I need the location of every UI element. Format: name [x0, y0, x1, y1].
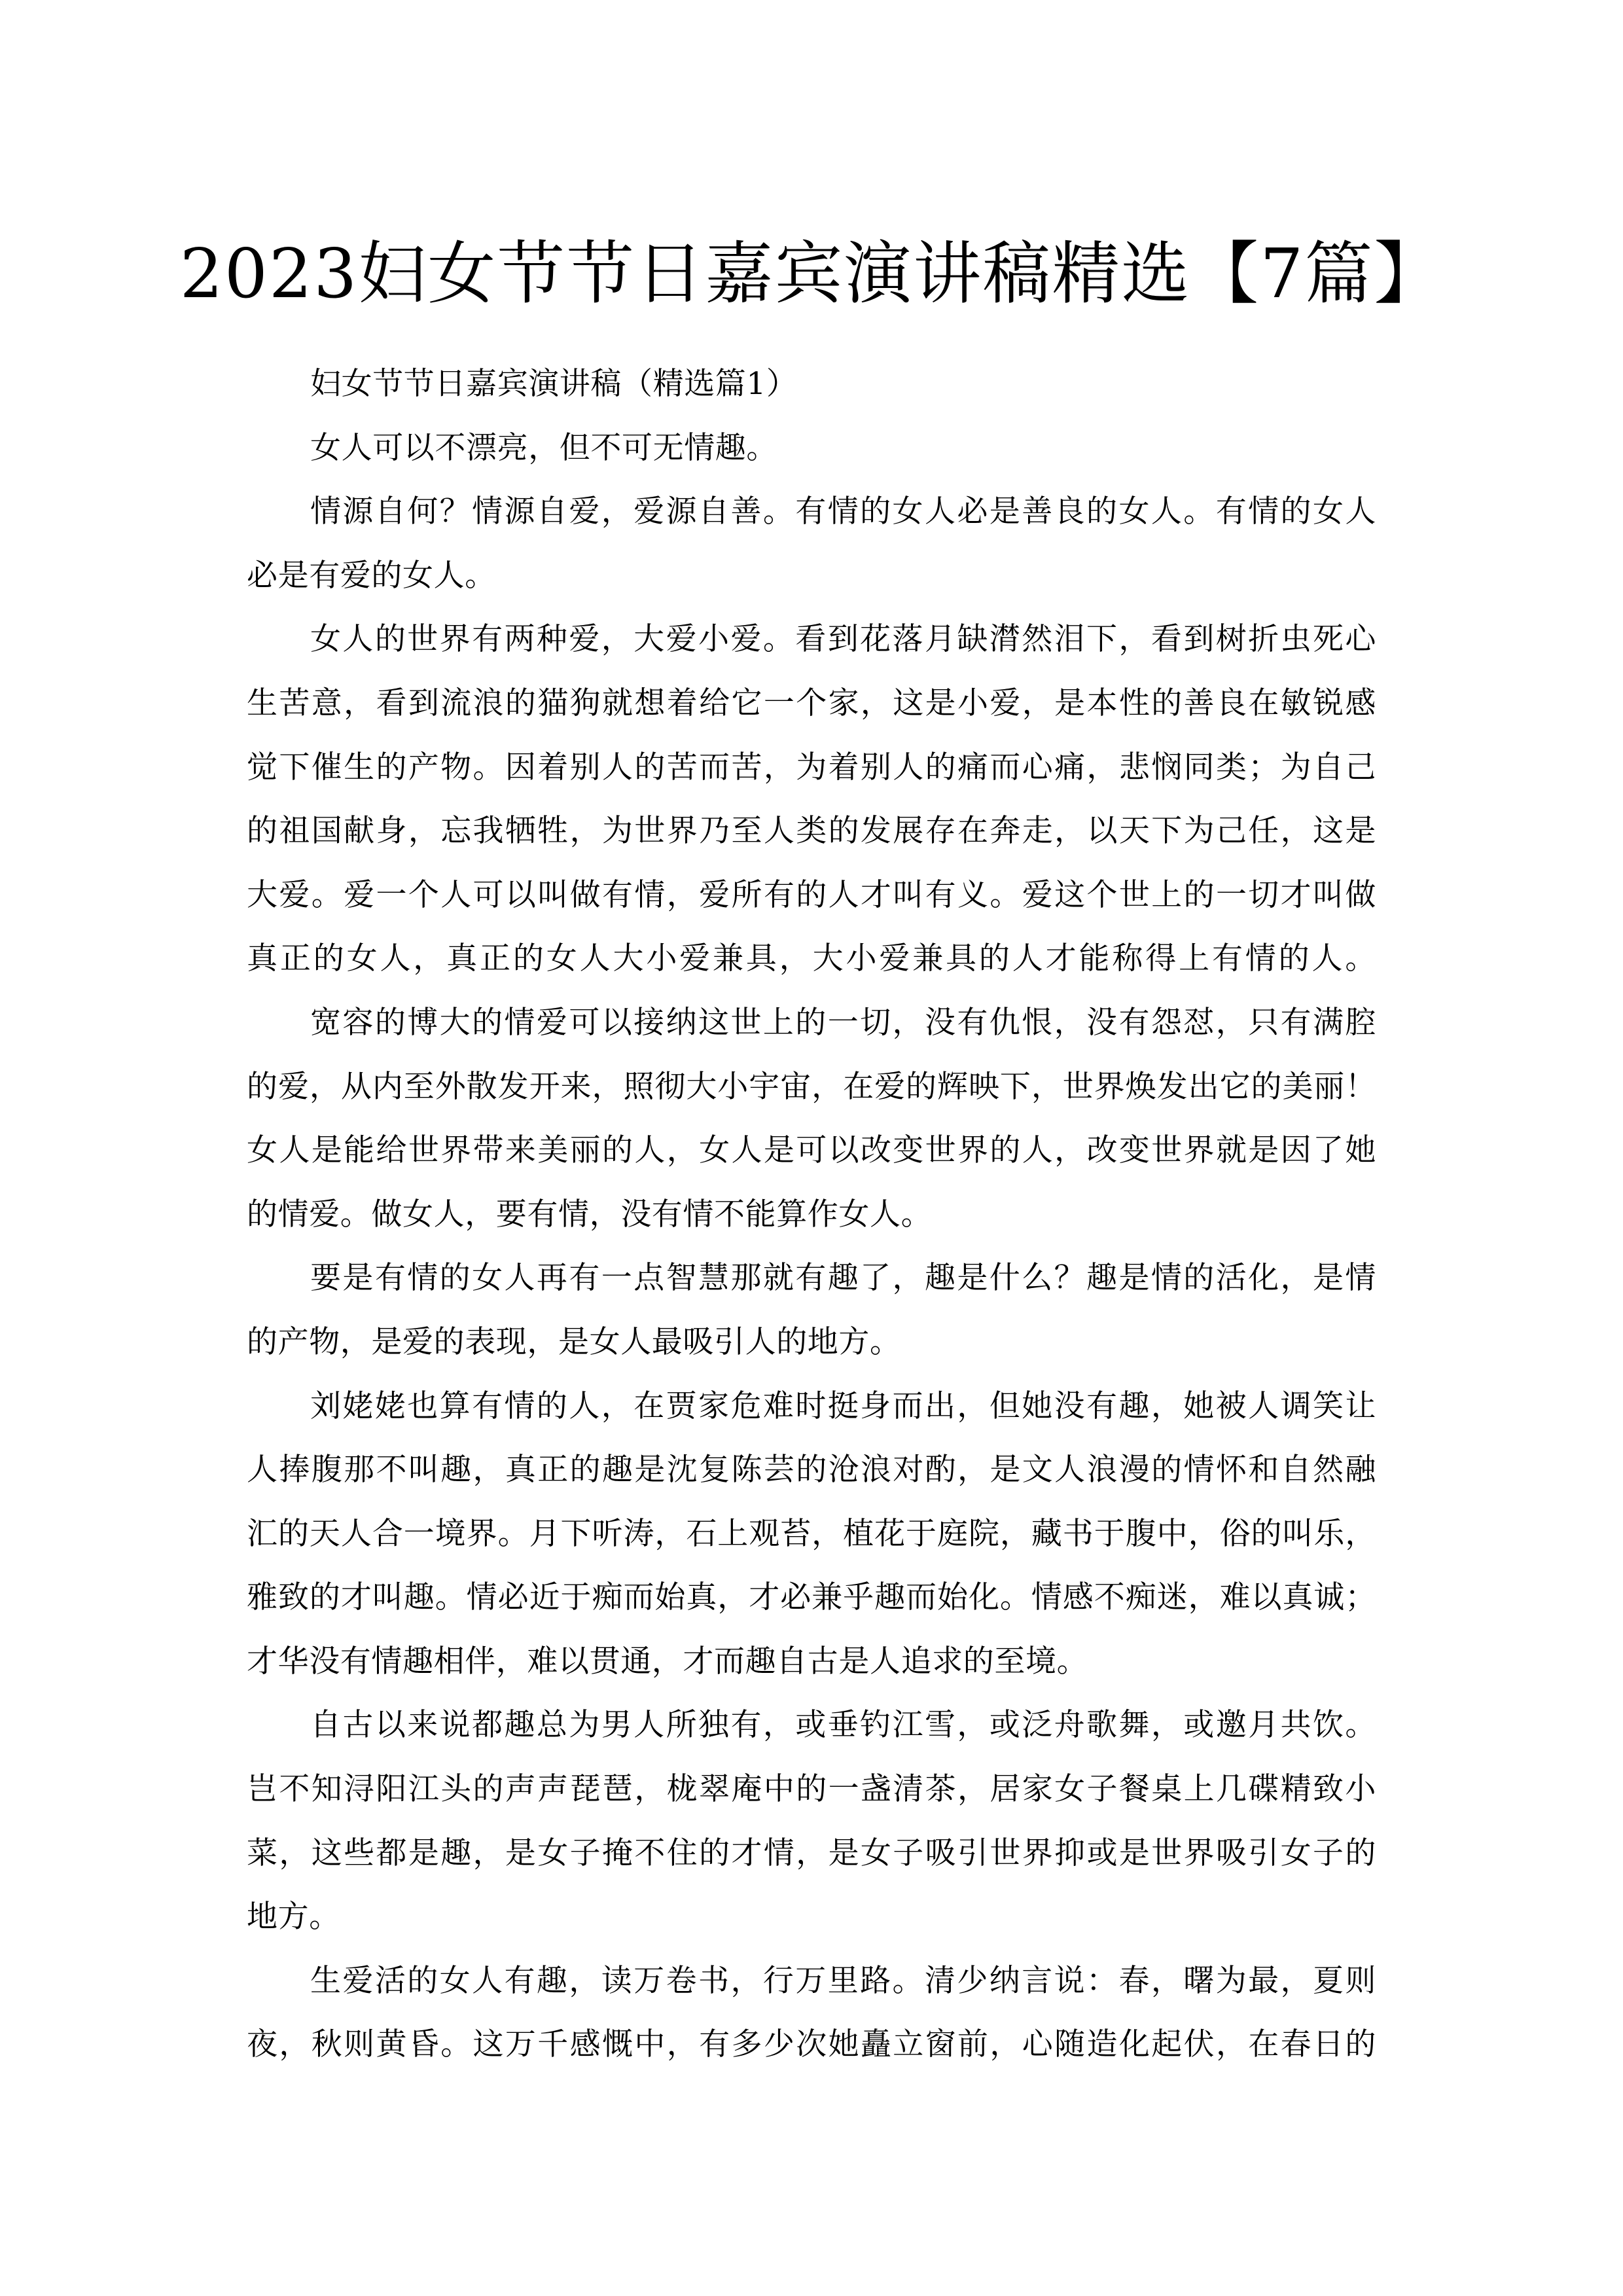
body-line: 的产物，是爱的表现，是女人最吸引人的地方。: [247, 1323, 901, 1360]
body-line: 菜，这些都是趣，是女子掩不住的才情，是女子吸引世界抑或是世界吸引女子的: [247, 1835, 1376, 1871]
body-line: 雅致的才叫趣。情必近于痴而始真，才必兼乎趣而始化。情感不痴迷，难以真诚；: [247, 1579, 1376, 1616]
body-line: 地方。: [247, 1899, 340, 1935]
body-line: 夜，秋则黄昏。这万千感慨中，有多少次她矗立窗前，心随造化起伏，在春日的: [247, 2026, 1376, 2063]
body-line: 汇的天人合一境界。月下听涛，石上观苔，植花于庭院，藏书于腹中，俗的叫乐，: [247, 1515, 1376, 1552]
body-line: 岂不知浔阳江头的声声琵琶，栊翠庵中的一盏清茶，居家女子餐桌上几碟精致小: [247, 1771, 1376, 1808]
body-line: 妇女节节日嘉宾演讲稿（精选篇1）: [310, 366, 798, 402]
body-line: 生爱活的女人有趣，读万卷书，行万里路。清少纳言说：春，曙为最，夏则: [310, 1962, 1376, 1999]
body-line: 才华没有情趣相伴，难以贯通，才而趣自古是人追求的至境。: [247, 1643, 1088, 1679]
body-line: 真正的女人，真正的女人大小爱兼具，大小爱兼具的人才能称得上有情的人。: [247, 941, 1376, 977]
body-line: 的爱，从内至外散发开来，照彻大小宇宙，在爱的辉映下，世界焕发出它的美丽！: [247, 1068, 1376, 1105]
body-line: 女人可以不漂亮，但不可无情趣。: [310, 429, 777, 466]
body-line: 宽容的博大的情爱可以接纳这世上的一切，没有仇恨，没有怨怼，只有满腔: [310, 1004, 1376, 1041]
body-line: 要是有情的女人再有一点智慧那就有趣了，趣是什么？趣是情的活化，是情: [310, 1260, 1376, 1297]
document-title: 2023妇女节节日嘉宾演讲稿精选【7篇】: [179, 233, 1444, 314]
body-line: 必是有爱的女人。: [247, 557, 496, 594]
body-line: 生苦意，看到流浪的猫狗就想着给它一个家，这是小爱，是本性的善良在敏锐感: [247, 685, 1376, 721]
body-line: 人捧腹那不叫趣，真正的趣是沈复陈芸的沧浪对酌，是文人浪漫的情怀和自然融: [247, 1452, 1376, 1488]
body-line: 的情爱。做女人，要有情，没有情不能算作女人。: [247, 1196, 933, 1232]
body-line: 的祖国献身，忘我牺牲，为世界乃至人类的发展存在奔走，以天下为己任，这是: [247, 813, 1376, 850]
body-line: 大爱。爱一个人可以叫做有情，爱所有的人才叫有义。爱这个世上的一切才叫做: [247, 876, 1376, 913]
body-line: 觉下催生的产物。因着别人的苦而苦，为着别人的痛而心痛，悲悯同类；为自己: [247, 749, 1376, 785]
body-line: 女人的世界有两种爱，大爱小爱。看到花落月缺潸然泪下，看到树折虫死心: [310, 621, 1376, 658]
document-body: [247, 352, 1376, 2077]
body-line: 情源自何？情源自爱，爱源自善。有情的女人必是善良的女人。有情的女人: [310, 493, 1376, 530]
body-line: 自古以来说都趣总为男人所独有，或垂钓江雪，或泛舟歌舞，或邀月共饮。: [310, 1707, 1376, 1744]
body-line: 刘姥姥也算有情的人，在贾家危难时挺身而出，但她没有趣，她被人调笑让: [310, 1388, 1376, 1424]
body-line: 女人是能给世界带来美丽的人，女人是可以改变世界的人，改变世界就是因了她: [247, 1132, 1376, 1169]
